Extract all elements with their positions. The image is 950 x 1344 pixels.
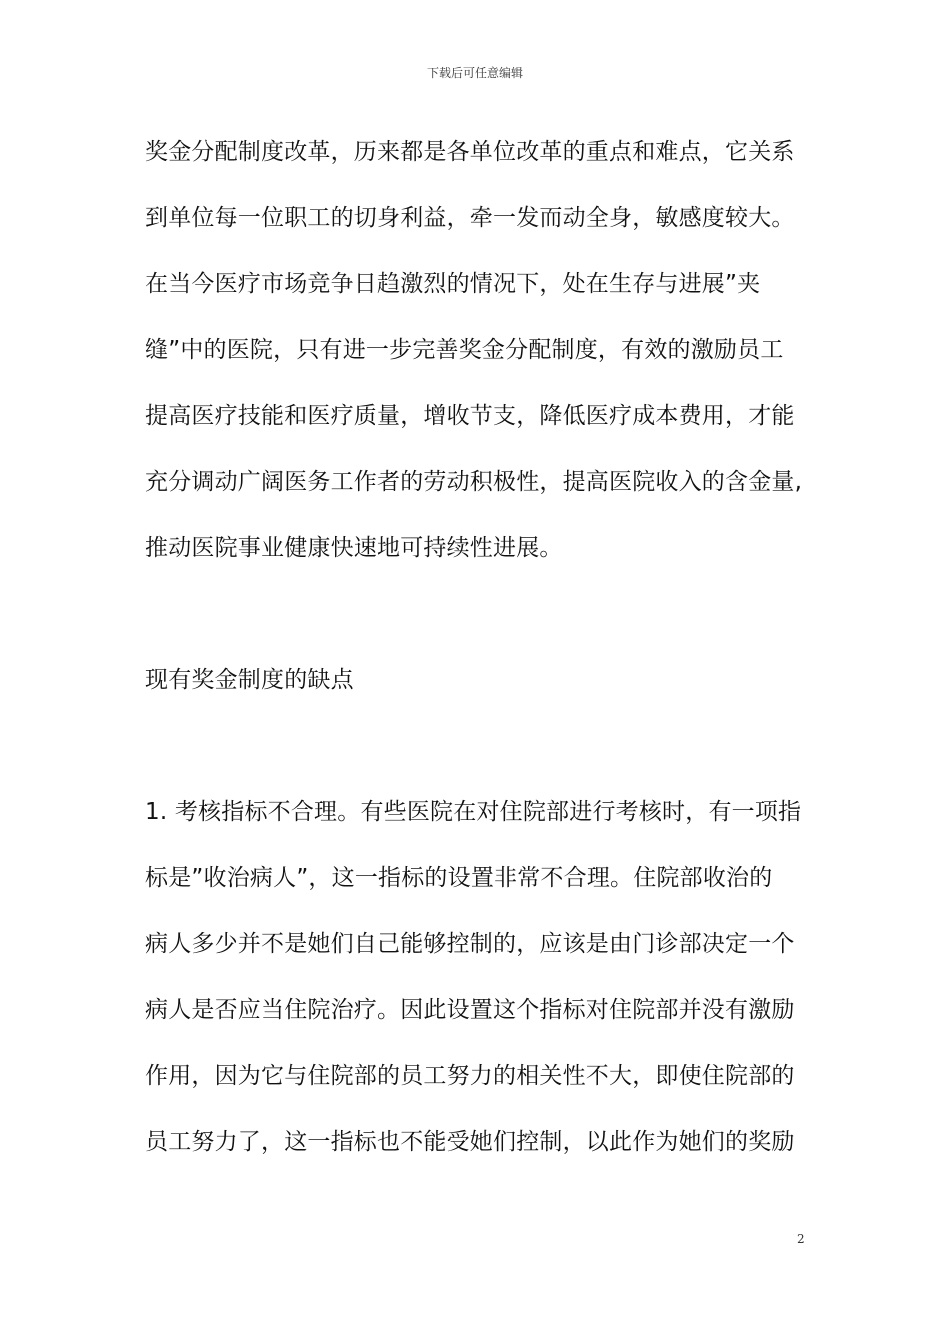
paragraph-line: 推动医院事业健康快速地可持续性进展。 — [145, 535, 563, 561]
section-heading: 现有奖金制度的缺点 — [145, 667, 354, 693]
paragraph-line: 缝”中的医院，只有进一步完善奖金分配制度，有效的激励员工 — [145, 337, 784, 363]
paragraph-line: 1. 考核指标不合理。有些医院在对住院部进行考核时，有一项指 — [145, 799, 802, 825]
paragraph-line: 提高医疗技能和医疗质量，增收节支，降低医疗成本费用，才能 — [145, 403, 795, 429]
paragraph-line: 病人多少并不是她们自己能够控制的，应该是由门诊部决定一个 — [145, 931, 795, 957]
page-header-note: 下载后可任意编辑 — [426, 66, 523, 80]
paragraph-line: 奖金分配制度改革，历来都是各单位改革的重点和难点，它关系 — [145, 139, 795, 165]
paragraph-line: 在当今医疗市场竞争日趋激烈的情况下，处在生存与进展”夹 — [145, 271, 761, 297]
paragraph-line: 员工努力了，这一指标也不能受她们控制，以此作为她们的奖励 — [145, 1129, 795, 1155]
paragraph-line: 到单位每一位职工的切身利益，牵一发而动全身，敏感度较大。 — [145, 205, 795, 231]
paragraph-line: 充分调动广阔医务工作者的劳动积极性，提高医院收入的含金量, — [145, 469, 803, 495]
paragraph-line: 作用，因为它与住院部的员工努力的相关性不大，即使住院部的 — [145, 1063, 795, 1089]
page-number: 2 — [797, 1232, 805, 1246]
paragraph-line: 病人是否应当住院治疗。因此设置这个指标对住院部并没有激励 — [145, 997, 795, 1023]
paragraph-line: 标是”收治病人”，这一指标的设置非常不合理。住院部收治的 — [145, 865, 773, 891]
